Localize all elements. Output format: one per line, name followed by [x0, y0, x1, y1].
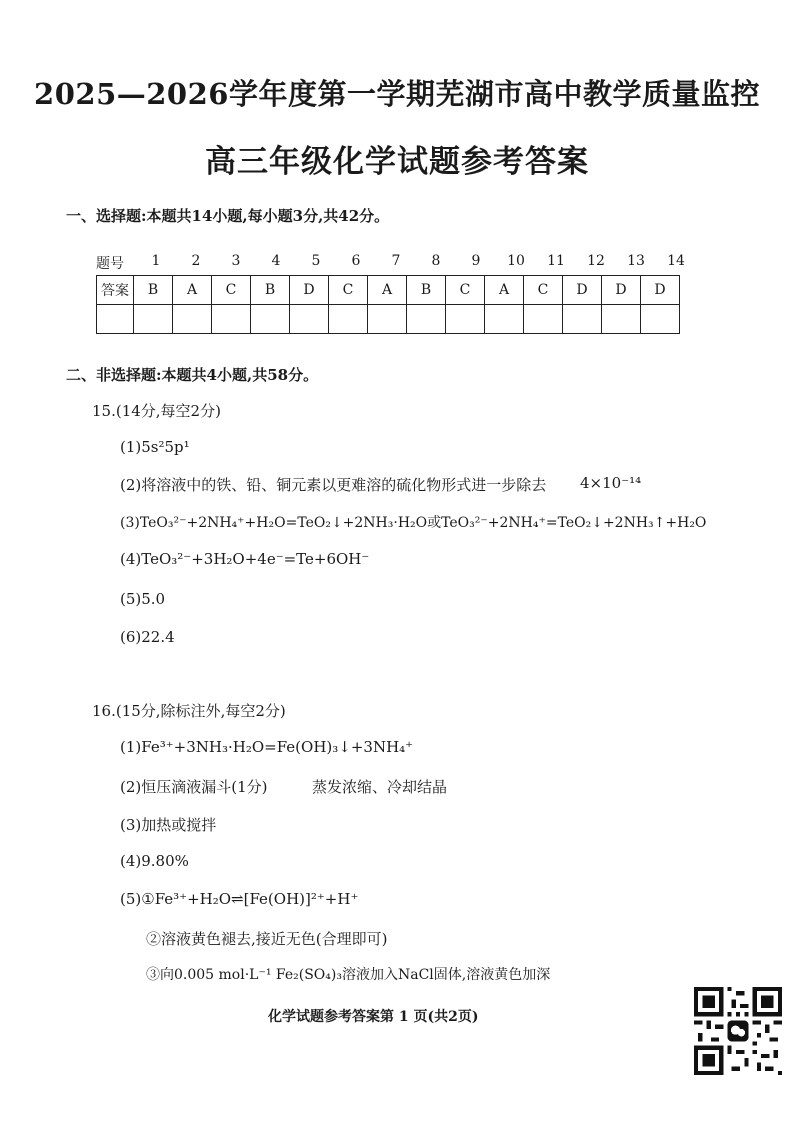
question-number: 12 — [587, 253, 605, 269]
blank-cell — [446, 305, 485, 334]
page-footer: 化学试题参考答案第 1 页(共2页) — [268, 1009, 479, 1025]
q15-answer-2-value: 4×10⁻¹⁴ — [580, 474, 642, 492]
question-number: 8 — [431, 253, 441, 269]
blank-cell — [212, 305, 251, 334]
blank-cell — [524, 305, 563, 334]
question-number: 5 — [311, 253, 321, 269]
question-number: 13 — [627, 253, 645, 269]
q16-answer-4: (4)9.80% — [120, 852, 189, 870]
q16-answer-2: (2)恒压滴液漏斗(1分) — [120, 778, 268, 796]
answer-cell: A — [368, 276, 407, 305]
q15-answer-4: (4)TeO₃²⁻+3H₂O+4e⁻=Te+6OH⁻ — [120, 550, 370, 568]
q15-answer-3: (3)TeO₃²⁻+2NH₄⁺+H₂O=TeO₂↓+2NH₃·H₂O或TeO₃²⁻+2NH₄⁺=TeO₂↓+2NH₃↑+H₂O — [120, 515, 707, 531]
answer-row — [97, 276, 680, 305]
blank-cell — [563, 305, 602, 334]
question-number: 14 — [667, 253, 685, 269]
section2-heading: 二、非选择题:本题共4小题,共58分。 — [66, 366, 319, 384]
answer-table — [96, 275, 680, 334]
question-number: 6 — [351, 253, 361, 269]
q15-answer-6: (6)22.4 — [120, 628, 175, 646]
blank-row — [97, 305, 680, 334]
answer-cell: A — [485, 276, 524, 305]
blank-cell — [134, 305, 173, 334]
question-number: 3 — [231, 253, 241, 269]
q16-answer-3: (3)加热或搅拌 — [120, 816, 217, 834]
answer-cell: B — [251, 276, 290, 305]
row-label-number: 题号 — [96, 256, 124, 272]
blank-cell — [290, 305, 329, 334]
q16-answer-1: (1)Fe³⁺+3NH₃·H₂O=Fe(OH)₃↓+3NH₄⁺ — [120, 738, 414, 756]
answer-cell: A — [173, 276, 212, 305]
q16-answer-5: (5)①Fe³⁺+H₂O⇌[Fe(OH)]²⁺+H⁺ — [120, 890, 359, 908]
row-label-answer: 答案 — [97, 276, 134, 305]
question-number: 7 — [391, 253, 401, 269]
question-number: 2 — [191, 253, 201, 269]
blank-cell — [602, 305, 641, 334]
blank-cell — [368, 305, 407, 334]
qr-code-icon — [694, 987, 782, 1075]
question-number: 11 — [547, 253, 565, 269]
answer-cell: C — [212, 276, 251, 305]
document-title: 2025—2026学年度第一学期芜湖市高中教学质量监控 — [34, 77, 760, 111]
blank-cell — [641, 305, 680, 334]
q15-answer-5: (5)5.0 — [120, 590, 166, 608]
q15-title: 15.(14分,每空2分) — [92, 402, 221, 420]
answer-cell: C — [524, 276, 563, 305]
answer-cell: C — [446, 276, 485, 305]
q15-answer-2: (2)将溶液中的铁、铅、铜元素以更难溶的硫化物形式进一步除去 — [120, 476, 547, 494]
q16-answer-2b: 蒸发浓缩、冷却结晶 — [312, 778, 448, 796]
q15-answer-1: (1)5s²5p¹ — [120, 438, 190, 456]
question-number: 9 — [471, 253, 481, 269]
section1-heading: 一、选择题:本题共14小题,每小题3分,共42分。 — [66, 207, 390, 225]
document-subtitle: 高三年级化学试题参考答案 — [205, 144, 589, 180]
answer-cell: B — [407, 276, 446, 305]
blank-cell — [173, 305, 212, 334]
blank-cell — [251, 305, 290, 334]
answer-cell: D — [563, 276, 602, 305]
blank-cell — [485, 305, 524, 334]
q16-answer-5c: ③向0.005 mol·L⁻¹ Fe₂(SO₄)₃溶液加入NaCl固体,溶液黄色加深 — [146, 967, 551, 983]
question-number: 1 — [151, 253, 161, 269]
q16-title: 16.(15分,除标注外,每空2分) — [92, 702, 286, 720]
blank-cell — [407, 305, 446, 334]
answer-cell: D — [641, 276, 680, 305]
answer-cell: B — [134, 276, 173, 305]
answer-cell: D — [290, 276, 329, 305]
answer-cell: D — [602, 276, 641, 305]
q16-answer-5b: ②溶液黄色褪去,接近无色(合理即可) — [146, 930, 388, 948]
answer-cell: C — [329, 276, 368, 305]
question-number: 4 — [271, 253, 281, 269]
question-number-row — [96, 253, 696, 273]
blank-cell — [329, 305, 368, 334]
blank-cell — [97, 305, 134, 334]
question-number: 10 — [507, 253, 525, 269]
